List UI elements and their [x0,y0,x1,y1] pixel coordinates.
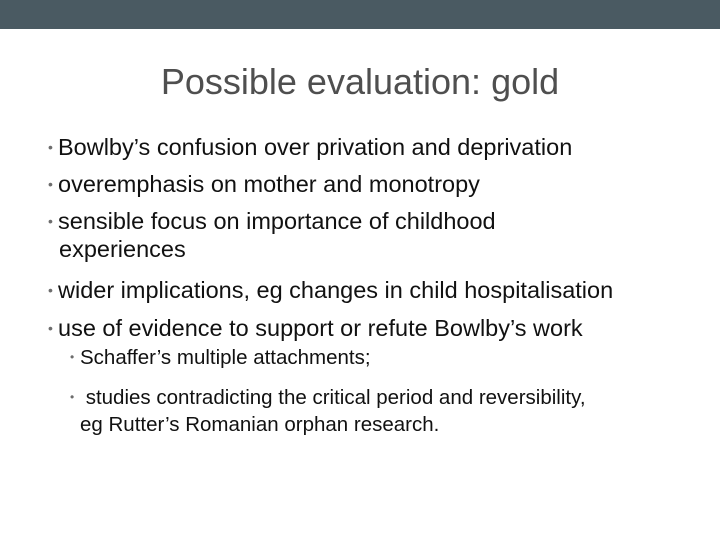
bullet-item [48,206,496,262]
bullet-dot-icon: • [48,213,53,229]
slide-title: Possible evaluation: gold [160,61,560,102]
sub-bullet-item [70,344,371,371]
sub-bullet-text: studies contradicting the critical period and reversibility, [80,386,586,409]
bullet-text: Bowlby’s confusion over privation and deprivation [58,134,573,160]
bullet-text: wider implications, eg changes in child hospitalisation [58,277,614,303]
bullet-dot-icon: • [48,139,53,155]
sub-bullet-text-continuation: eg Rutter’s Romanian orphan research. [80,413,440,436]
bullet-dot-icon: • [48,282,53,298]
top-accent-bar [0,0,720,29]
bullet-item [48,313,583,343]
bullet-dot-icon: • [70,350,75,364]
bullet-item [48,169,480,199]
bullet-item [48,275,613,305]
bullet-text: sensible focus on importance of childhood [58,208,496,234]
bullet-text-continuation: experiences [59,236,186,262]
sub-bullet-text: Schaffer’s multiple attachments; [80,346,371,369]
sub-bullet-item [70,384,586,436]
bullet-dot-icon: • [48,320,53,336]
bullet-item [48,132,572,162]
bullet-dot-icon: • [48,176,53,192]
bullet-dot-icon: • [70,390,75,404]
bullet-text: use of evidence to support or refute Bowlby’s work [58,315,583,341]
bullet-text: overemphasis on mother and monotropy [58,171,480,197]
